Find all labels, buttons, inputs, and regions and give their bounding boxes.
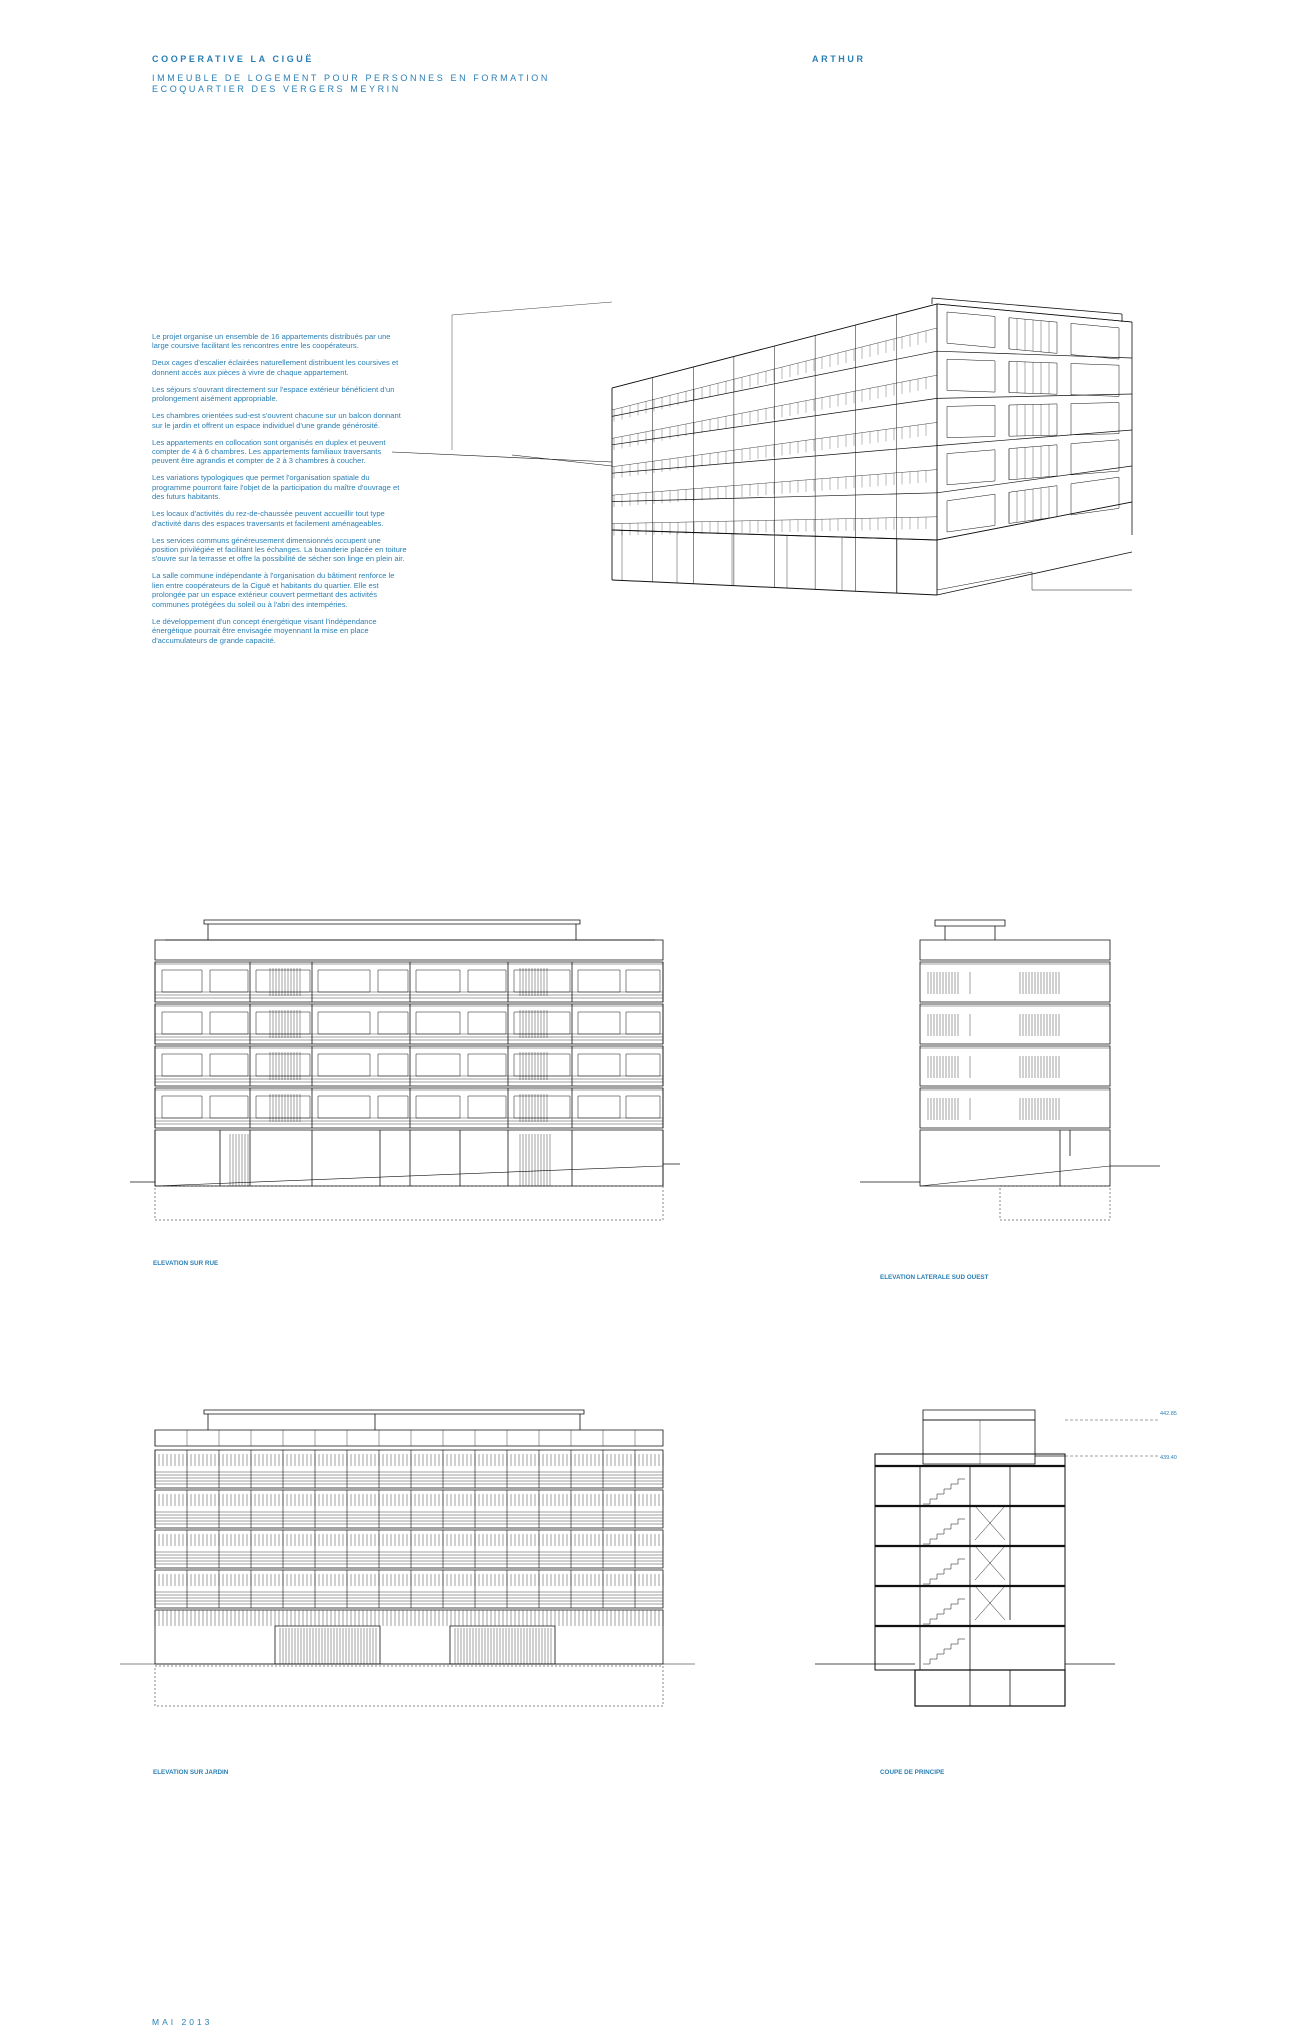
paragraph: Le projet organise un ensemble de 16 appartements distribués par une large coursive facilitant les rencontres entre les coopérateurs. <box>152 332 391 351</box>
paragraph: Les chambres orientées sud-est s'ouvrent chacune sur un balcon donnant sur le jardin et offrent un espace individuel d'une grande générosité. <box>152 411 401 430</box>
paragraph: Les locaux d'activités du rez-de-chaussée peuvent accueillir tout type d'activité dans des espaces traversants et facilement aménageables. <box>152 509 385 528</box>
paragraph: Les variations typologiques que permet l'organisation spatiale du programme pourront faire l'objet de la participation du maître d'ouvrage et des futurs habitants. <box>152 473 400 502</box>
description-text <box>152 332 407 653</box>
caption-side-elevation: ELEVATION LATERALE SUD OUEST <box>880 1274 989 1281</box>
paragraph: Les appartements en collocation sont organisés en duplex et peuvent compter de 4 à 6 chambres. Les appartements familiaux traversants peuvent être agrandis et compter de 2 à 3 chambres à coucher. <box>152 437 386 466</box>
section-drawing <box>815 1410 1195 1710</box>
paragraph: La salle commune indépendante à l'organisation du bâtiment renforce le lien entre coopérateurs de la Ciguë et habitants du quartier. Elle est prolongée par un espace extérieur couvert permettant des activités communes protégées du soleil ou à l'abri des intempéries. <box>152 571 395 609</box>
caption-garden-elevation: ELEVATION SUR JARDIN <box>153 1769 229 1776</box>
paragraph: Les séjours s'ouvrant directement sur l'espace extérieur bénéficient d'un prolongement aisément appropriable. <box>152 384 395 404</box>
project-title-line1: IMMEUBLE DE LOGEMENT POUR PERSONNES EN FORMATION <box>152 73 551 83</box>
perspective-view <box>512 290 1202 630</box>
paragraph: Le développement d'un concept énergétique visant l'indépendance énergétique pourrait être envisagée moyennant la mise en place d'accumulateurs de grande capacité. <box>152 616 377 645</box>
cooperative-title: COOPERATIVE LA CIGUË <box>152 54 315 64</box>
garden-elevation-drawing <box>120 1410 695 1710</box>
caption-street-elevation: ELEVATION SUR RUE <box>153 1260 219 1267</box>
level-top: 442.85 <box>1160 1411 1177 1417</box>
project-title-line2: ECOQUARTIER DES VERGERS MEYRIN <box>152 84 401 94</box>
caption-section: COUPE DE PRINCIPE <box>880 1769 945 1776</box>
level-roof: 439.40 <box>1160 1455 1177 1461</box>
paragraph: Deux cages d'escalier éclairées naturellement distribuent les coursives et donnent accès aux pièces à vivre de chaque appartement. <box>152 358 399 377</box>
side-elevation-drawing <box>860 920 1190 1230</box>
motto: ARTHUR <box>812 54 866 64</box>
paragraph: Les services communs généreusement dimensionnés occupent une position privilégiée et facilitant les échanges. La buanderie placée en toiture s'ouvre sur la terrasse et offre la possibilité de sécher son linge en plein air. <box>152 535 407 564</box>
street-elevation-drawing <box>120 920 695 1230</box>
date-footer: MAI 2013 <box>152 2017 213 2027</box>
